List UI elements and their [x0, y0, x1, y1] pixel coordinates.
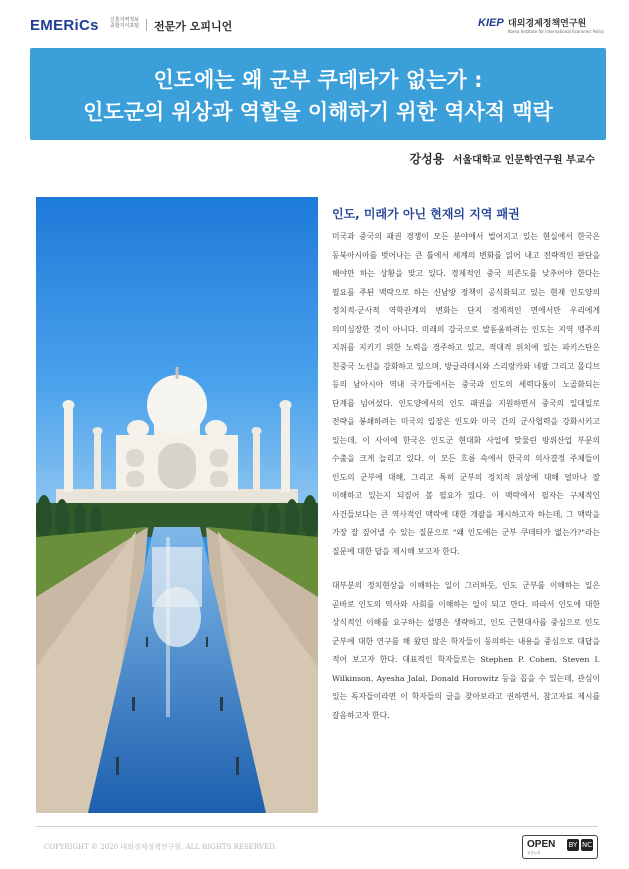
taj-mahal-illustration	[36, 197, 318, 813]
kiep-name: 대외경제정책연구원	[508, 19, 587, 29]
open-sub-label: 공공누리	[527, 851, 541, 855]
title-line-2: 인도군의 위상과 역할을 이해하기 위한 역사적 맥락	[83, 100, 553, 124]
author-byline	[410, 150, 595, 167]
author-affiliation: 서울대학교 인문학연구원 부교수	[452, 155, 595, 166]
article-body	[332, 205, 600, 725]
attribution-icon: BY	[568, 841, 578, 849]
article-paragraph-2: 대부분의 정치현상을 이해하는 일이 그러하듯, 인도 군부를 이해하는 일은 곧바로 인도의 역사와 사회를 이해하는 일이 되고 만다. 따라서 인도에 대한 상식적인 이해를 요구하는 설명은 생략하고, 인도 근현대사를 중심으로 인도 군부에 대한 연구를 해 왔던 많은 학자들이 동의하는 내용을 중심으로 대답을 적어 보고자 한다. 대표적인 학자들로는 Stephen P. Cohen, Steven I. Wilkinson, Ayesha Jalal, Donald Horowitz 등을 꼽을 수 있는데, 관심이 있는 독자들이라면 이 학자들의 글을 찾아보라고 권하면서, 참고자료 제시를 갈음하고자 한다.	[332, 581, 600, 720]
kiep-english-name: Korea Institute for International Economic Policy	[508, 29, 605, 34]
emerics-logo[interactable]: EMERiCs	[30, 17, 99, 34]
author-name: 강성용	[409, 152, 445, 166]
section-heading: 인도, 미래가 아닌 현재의 지역 패권	[332, 207, 520, 221]
emerics-logo-subtitle: 신흥지역정보 종합지식포털	[110, 17, 139, 29]
open-label: OPEN	[527, 839, 556, 850]
kiep-logo[interactable]	[478, 15, 606, 39]
section-label: 전문가 오피니언	[154, 20, 233, 33]
copyright-notice: COPYRIGHT © 2020 대외경제정책연구원. ALL RIGHTS RESERVED.	[44, 843, 277, 851]
article-paragraph-1: 미국과 중국의 패권 경쟁이 모든 분야에서 벌어지고 있는 현실에서 한국은 동북아시아를 벗어나는 큰 틀에서 세계의 변화를 읽어 내고 전략적인 판단을 해야만 하는 상황을 맞고 있다. 경제적인 중국 의존도를 낮추어야 한다는 필요를 주된 맥락으로 하는 신남방 정책이 공식화되고 있는 현재 인도양의 정치적·군사적 역학관계의 변화는 단지 경제적인 면에서만 우리에게 의미심장한 것이 아니다. 미래의 강국으로 발돋움하려는 인도는 지역 맹주의 지위를 지키기 위한 노력을 경주하고 있고, 적대적 위치에 있는 파키스탄은 친중국 노선을 강화하고 있으며, 방글라데시와 스리랑카와 네팔 그리고 몰디브 등의 남아시아 역내 국가들에서는 중국과 인도의 세력다툼이 노골화되는 단계를 넘어섰다. 인도양에서의 인도 패권을 지원하면서 중국의 일대일로 전략을 봉쇄하려는 미국의 입장은 인도와 미국 간의 군사협력을 강화시키고 있는데, 이 사이에 한국은 인도군 현대화 사업에 맞물린 방위산업 부문의 수출을 크게 늘리고 있다. 이 모든 흐름 속에서 한국의 의사결정 주체들이 인도의 군부에 대해, 그리고 특히 군부의 정치적 위상에 대해 얼마나 잘 이해하고 있는지 되짚어 볼 필요가 있다. 이 맥락에서 필자는 구체적인 사건들보다는 큰 역사적인 맥락에 대한 개괄을 제시하고자 하는데, 그 맥락을 가장 잘 짚어낼 수 있는 질문으로 "왜 인도에는 군부 쿠데타가 없는가?"라는 질문에 대한 답을 제시해 보고자 한다.	[332, 232, 600, 556]
open-license-badge[interactable]	[522, 835, 598, 859]
title-banner	[30, 48, 606, 140]
title-line-1: 인도에는 왜 군부 쿠데타가 없는가 :	[153, 68, 483, 92]
header-divider	[146, 19, 147, 31]
footer-divider	[36, 826, 598, 827]
non-commercial-icon: NC	[581, 841, 593, 849]
taj-mahal-photo	[36, 197, 318, 813]
page-header	[0, 0, 629, 42]
kiep-mark: KIEP	[478, 17, 504, 29]
